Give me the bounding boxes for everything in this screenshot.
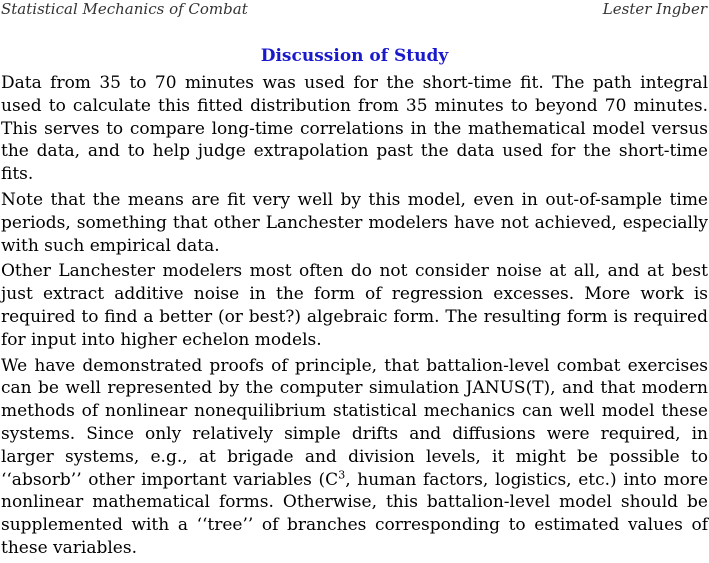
paragraph-4 <box>1 355 708 560</box>
document-body <box>1 72 708 563</box>
paragraph-4-superscript: 3 <box>338 467 346 481</box>
paragraph-1: Data from 35 to 70 minutes was used for the short-time fit. The path integral used to calculate this fitted distribution from 35 minutes to beyond 70 minutes. This serves to compare long-time correlations in the mathematical model versus the data, and to help judge extrapolation past the data used for the short-time fits. <box>1 73 708 185</box>
header-author: Lester Ingber <box>602 0 707 18</box>
paragraph-2: Note that the means are fit very well by this model, even in out-of-sample time periods, something that other Lanchester modelers have not achieved, especially with such empirical data. <box>1 189 708 256</box>
paragraph-3: Other Lanchester modelers most often do not consider noise at all, and at best just extract additive noise in the form of regression excesses. More work is required to find a better (or best?) algebraic form. The resulting form is required for input into higher echelon models. <box>1 261 708 350</box>
section-title: Discussion of Study <box>260 46 449 66</box>
paragraph-4-before: We have demonstrated proofs of principle, that battalion-level combat exercises can be well represented by the computer simulation JANUS(T), and that modern methods of nonlinear nonequilibrium statistical mechanics can well model these systems. Since only relatively simple drifts and diffusions were required, in larger systems, e.g., at brigade and division levels, it might be possible to ‘‘absorb’’ other important variables (C <box>1 355 708 490</box>
header-paper-title: Statistical Mechanics of Combat <box>1 0 248 18</box>
paragraph-4-after: , human factors, logistics, etc.) into more nonlinear mathematical forms. Otherwise, this battalion-level model should be supplemented with a ‘‘tree’’ of branches corresponding to estimated values of these variables. <box>1 469 708 558</box>
running-header <box>0 0 709 18</box>
